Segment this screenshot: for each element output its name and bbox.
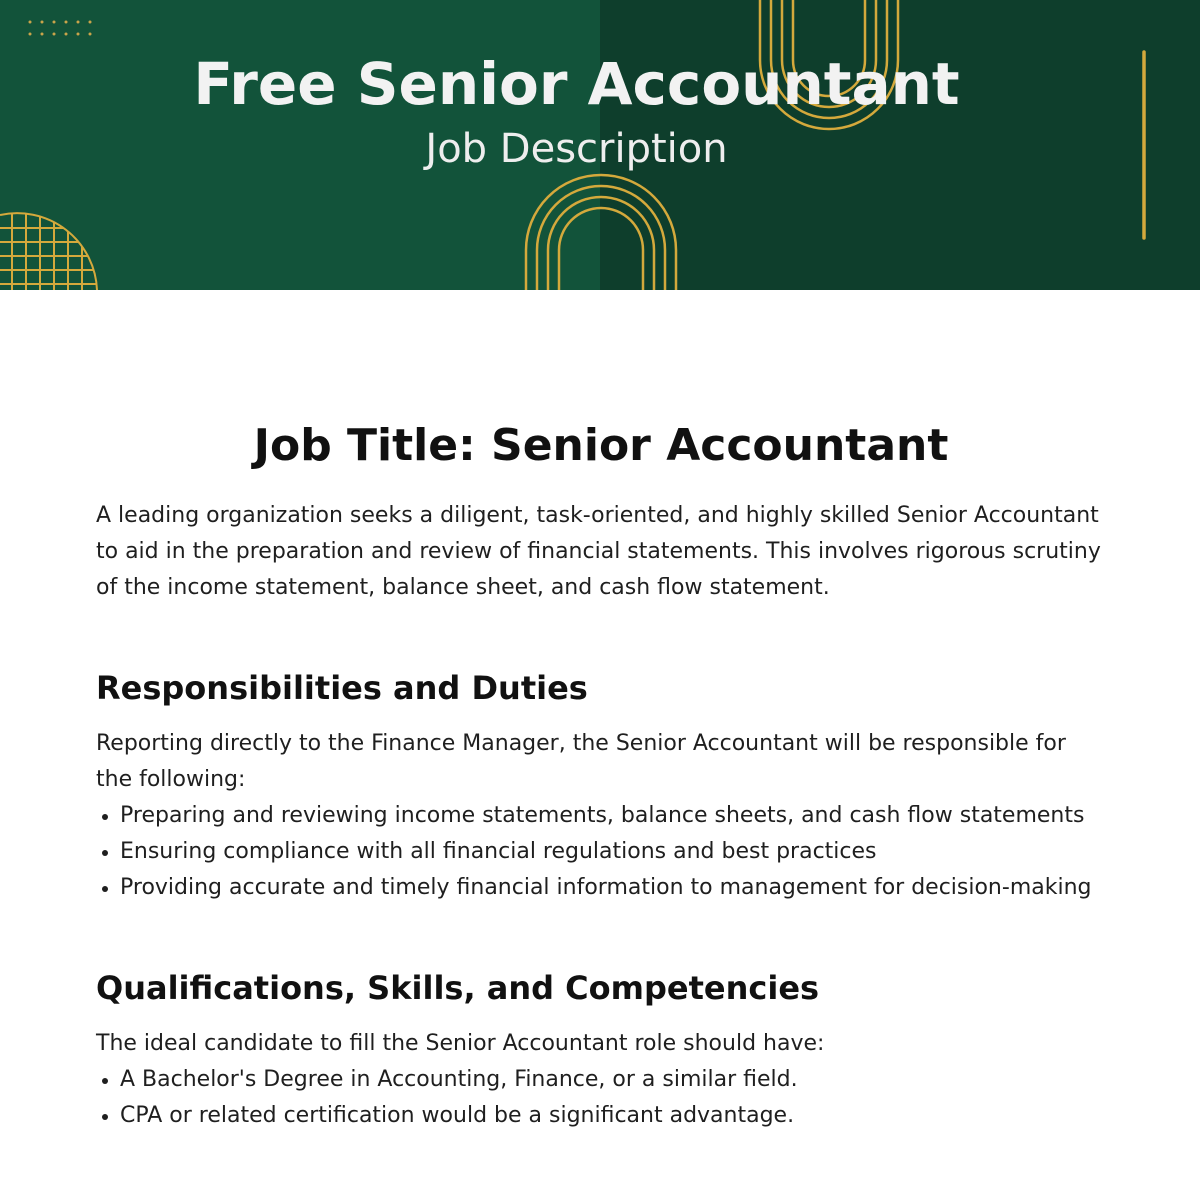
job-title-heading: Job Title: Senior Accountant: [253, 420, 949, 471]
grid-quarter-circle-icon: [0, 200, 100, 290]
qualifications-list: [96, 1062, 1106, 1134]
qualifications-lead: The ideal candidate to fill the Senior Accountant role should have:: [96, 1031, 825, 1056]
intro-paragraph: A leading organization seeks a diligent, task-oriented, and highly skilled Senior Accountant to aid in the preparation and review of financial statements. This involves rigorous scrutiny of the income statement, balance sheet, and cash flow statement.: [96, 503, 1101, 600]
list-item: Providing accurate and timely financial information to management for decision-making: [120, 870, 1106, 906]
list-item: A Bachelor's Degree in Accounting, Finance, or a similar field.: [120, 1062, 1106, 1098]
dot-grid-icon: [29, 21, 92, 36]
document-body: [96, 418, 1106, 1134]
bottom-arches-icon: [526, 175, 676, 290]
responsibilities-heading: Responsibilities and Duties: [96, 669, 588, 707]
list-item: CPA or related certification would be a significant advantage.: [120, 1098, 1106, 1134]
list-item: Preparing and reviewing income statements, balance sheets, and cash flow statements: [120, 798, 1106, 834]
header-banner: [0, 0, 1200, 290]
responsibilities-lead: Reporting directly to the Finance Manager, the Senior Accountant will be responsible for the following:: [96, 731, 1066, 792]
banner-title: Free Senior Accountant: [193, 50, 960, 118]
list-item: Ensuring compliance with all financial regulations and best practices: [120, 834, 1106, 870]
banner-subtitle: Job Description: [425, 126, 728, 172]
responsibilities-list: [96, 798, 1106, 906]
qualifications-heading: Qualifications, Skills, and Competencies: [96, 969, 820, 1007]
